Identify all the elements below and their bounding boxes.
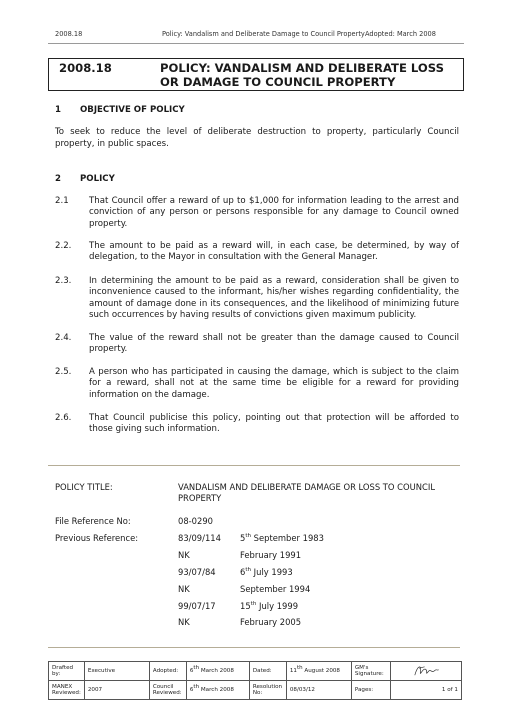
previous-reference-label: Previous Reference:: [55, 533, 139, 543]
policy-item-text: A person who has participated in causing the damage, which is subject to the claim for a reward, shall not at the same time be eligible for a reward for providing information on the damage.: [89, 367, 459, 400]
drafted-by-value: Executive: [84, 662, 149, 681]
policy-title-label: POLICY TITLE:: [55, 482, 113, 492]
header-adopted: Adopted: March 2008: [365, 30, 436, 38]
adopted-label: Adopted:: [149, 662, 186, 681]
section2-number: 2: [55, 174, 61, 184]
policy-item-number: 2.4.: [55, 333, 72, 343]
policy-item-number: 2.1: [55, 196, 69, 206]
section1-number: 1: [55, 105, 61, 115]
file-reference-label: File Reference No:: [55, 516, 131, 526]
policy-item-number: 2.3.: [55, 276, 72, 286]
previous-reference-code: 99/07/17: [178, 601, 216, 611]
previous-reference-code: 83/09/114: [178, 533, 221, 543]
footer-divider: [48, 647, 460, 648]
previous-reference-date: 5th September 1983: [240, 533, 324, 543]
resolution-label: Resolution No:: [249, 681, 286, 700]
previous-reference-date: February 1991: [240, 550, 302, 560]
previous-reference-date: February 2005: [240, 617, 302, 627]
signature-icon: [412, 662, 440, 680]
table-row: [49, 681, 462, 700]
previous-reference-date: 15th July 1999: [240, 601, 299, 611]
previous-reference-code: NK: [178, 584, 190, 594]
previous-reference-code: NK: [178, 550, 190, 560]
policy-item-number: 2.6.: [55, 413, 72, 423]
header-policy-name: Policy: Vandalism and Deliberate Damage to Council Property: [162, 30, 365, 38]
manex-reviewed-label: MANEX Reviewed:: [49, 681, 85, 700]
council-reviewed-value: 6th March 2008: [186, 681, 249, 700]
policy-item-number: 2.2.: [55, 241, 72, 251]
section2-heading: POLICY: [80, 174, 115, 184]
approval-table: [48, 661, 462, 700]
policy-item-number: 2.5.: [55, 367, 72, 377]
council-reviewed-label: Council Reviewed:: [149, 681, 186, 700]
section1-text: To seek to reduce the level of deliberate destruction to property, particularly Council property, in public spaces.: [55, 127, 459, 149]
policy-item-text: That Council offer a reward of up to $1,000 for information leading to the arrest and conviction of any person or persons responsible for any damage to Council owned property.: [89, 196, 459, 229]
previous-reference-date: September 1994: [240, 584, 311, 594]
policy-item-text: The amount to be paid as a reward will, in each case, be determined, by way of delegation, to the Mayor in consultation with the General Manager.: [89, 241, 459, 263]
resolution-value: 08/03/12: [286, 681, 351, 700]
previous-reference-date: 6th July 1993: [240, 567, 293, 577]
dated-label: Dated:: [249, 662, 286, 681]
drafted-by-label: Drafted by:: [49, 662, 85, 681]
header-divider: [48, 43, 464, 44]
pages-label: Pages:: [351, 681, 390, 700]
table-row: [49, 662, 462, 681]
gm-signature-label: GM's Signature:: [351, 662, 390, 681]
policy-number: 2008.18: [59, 61, 112, 75]
policy-item-text: That Council publicise this policy, pointing out that protection will be afforded to those giving such information.: [89, 413, 459, 435]
file-reference-value: 08-0290: [178, 516, 213, 526]
dated-value: 11th August 2008: [286, 662, 351, 681]
previous-reference-code: 93/07/84: [178, 567, 216, 577]
policy-title-box: [48, 58, 464, 91]
gm-signature: [390, 662, 461, 681]
adopted-value: 6th March 2008: [186, 662, 249, 681]
manex-reviewed-value: 2007: [84, 681, 149, 700]
policy-title-value: VANDALISM AND DELIBERATE DAMAGE OR LOSS TO COUNCIL PROPERTY: [178, 482, 435, 503]
policy-title: POLICY: VANDALISM AND DELIBERATE LOSS OR DAMAGE TO COUNCIL PROPERTY: [160, 61, 444, 89]
section-divider: [48, 465, 460, 466]
section1-heading: OBJECTIVE OF POLICY: [80, 105, 185, 115]
pages-value: 1 of 1: [390, 681, 461, 700]
policy-item-text: In determining the amount to be paid as a reward, consideration shall be given to inconvenience caused to the informant, his/her wishes regarding confidentiality, the amount of damage done in its consequences, and the likelihood of minimizing future such occurrences by having results of convictions given maximum publicity.: [89, 276, 459, 321]
header-doc-number: 2008.18: [55, 30, 83, 38]
previous-reference-code: NK: [178, 617, 190, 627]
policy-item-text: The value of the reward shall not be greater than the damage caused to Council property.: [89, 333, 459, 355]
